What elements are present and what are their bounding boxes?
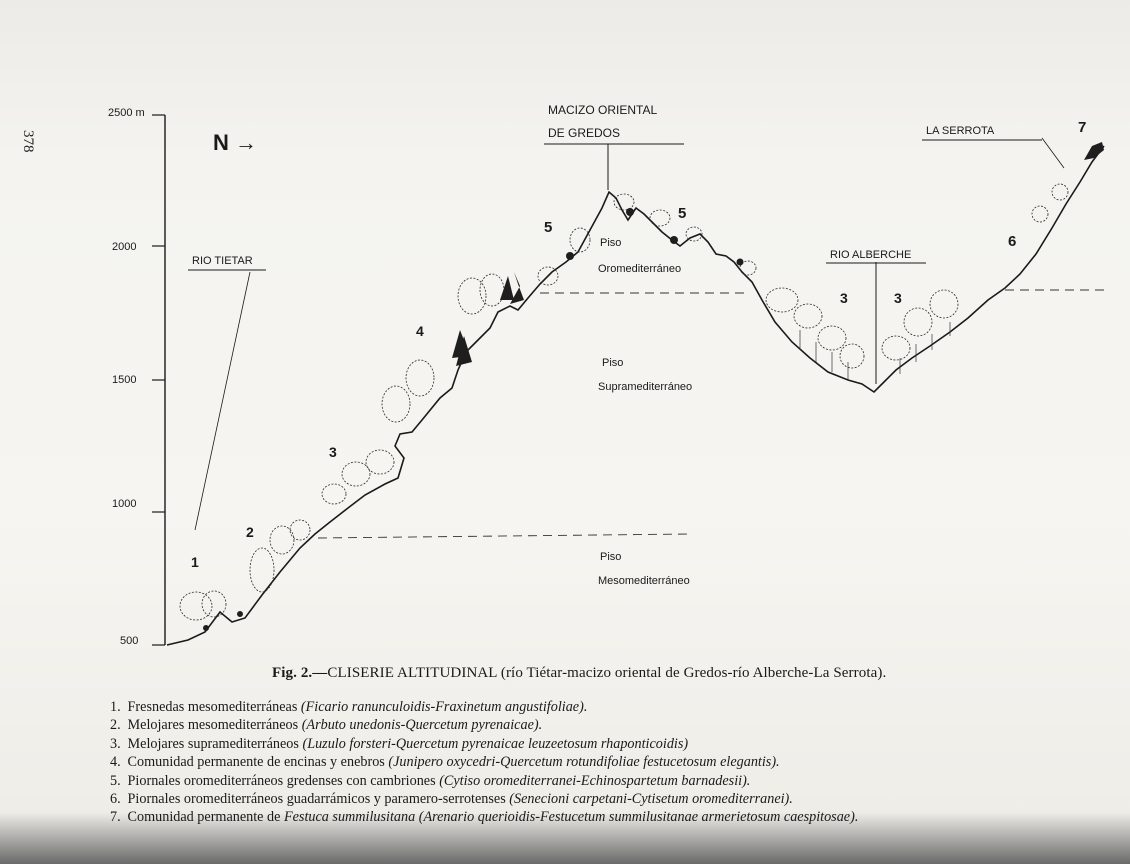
- legend-number: 1.: [110, 699, 121, 715]
- label-macizo-line2: DE GREDOS: [548, 126, 621, 140]
- legend-name: Melojares supramediterráneos: [127, 735, 303, 752]
- leader-rio-tietar: [195, 272, 250, 530]
- zone-meso-line1: Piso: [600, 551, 622, 563]
- legend-latin: (Luzulo forsteri-Quercetum pyrenaicae leuzeetosum rhaponticoidis): [302, 735, 689, 752]
- zone-oro-line2: Oromediterráneo: [598, 263, 682, 275]
- label-macizo-line1: MACIZO ORIENTAL: [548, 103, 658, 117]
- supra-meso-boundary: [318, 534, 690, 538]
- legend-number: 2.: [110, 717, 121, 734]
- leader-la-serrota: [1042, 138, 1064, 168]
- label-rio-alberche: RIO ALBERCHE: [830, 249, 912, 261]
- y-tick-label-1000: 1000: [112, 498, 137, 510]
- community-number-3-valley-right: 3: [894, 290, 902, 306]
- valley-hatching: [800, 322, 950, 380]
- page-number: 378: [20, 130, 36, 153]
- legend-item: [110, 716, 1070, 734]
- y-tick-label-500: 500: [120, 635, 139, 647]
- legend-item: [110, 790, 1070, 808]
- y-tick-label-1500: 1500: [112, 374, 137, 386]
- community-number-3-left: 3: [329, 444, 337, 460]
- community-number-7: 7: [1078, 119, 1087, 136]
- community-number-5-right: 5: [678, 205, 687, 222]
- legend-item: [110, 808, 1070, 826]
- legend-number: 4.: [110, 754, 121, 771]
- community-number-6: 6: [1008, 233, 1017, 250]
- y-tick-label-2000: 2000: [112, 241, 137, 253]
- legend-name: Piornales oromediterráneos gredenses con cambriones: [127, 772, 440, 789]
- figure-caption: [272, 665, 992, 682]
- legend-name: Melojares mesomediterráneos: [127, 717, 302, 734]
- legend-item: [110, 753, 1070, 771]
- legend-latin: (Cytiso oromediterranei-Echinospartetum barnadesii).: [439, 772, 751, 789]
- zone-oro-line1: Piso: [600, 237, 622, 249]
- legend-name: Piornales oromediterráneos guadarrámicos y paramero-serrotenses: [127, 791, 510, 808]
- community-number-2: 2: [246, 524, 254, 540]
- legend-latin: (Senecioni carpetani-Cytisetum oromediterranei).: [509, 791, 793, 808]
- legend-number: 7.: [110, 809, 121, 826]
- legend-item: [110, 772, 1070, 790]
- label-rio-tietar: RIO TIETAR: [192, 255, 253, 267]
- y-tick-label-2500: 2500 m: [108, 107, 145, 119]
- legend-number: 5.: [110, 772, 121, 789]
- legend-name: Comunidad permanente de: [127, 809, 284, 826]
- legend-latin: (Ficario ranunculoidis-Fraxinetum angustifoliae).: [300, 699, 588, 715]
- community-number-4: 4: [416, 323, 424, 339]
- zone-meso-line2: Mesomediterráneo: [598, 575, 690, 587]
- legend-number: 3.: [110, 735, 121, 752]
- label-la-serrota: LA SERROTA: [926, 125, 995, 137]
- caption-detail: (río Tiétar-macizo oriental de Gredos-río Alberche-La Serrota).: [497, 665, 887, 681]
- caption-figlabel: Fig. 2.—: [272, 665, 328, 681]
- community-number-3-valley-left: 3: [840, 290, 848, 306]
- legend-name: Comunidad permanente de encinas y enebros: [127, 754, 389, 771]
- legend-item: [110, 698, 1070, 716]
- legend-number: 6.: [110, 791, 121, 808]
- caption-title: CLISERIE ALTITUDINAL: [327, 665, 498, 681]
- community-number-1: 1: [191, 554, 199, 570]
- legend-list: [110, 698, 1070, 827]
- legend-item: [110, 735, 1070, 753]
- terrain-profile: [167, 146, 1104, 645]
- north-arrow-label: N →: [213, 130, 257, 155]
- legend-latin: (Junipero oxycedri-Quercetum rotundifoliae festucetosum elegantis).: [388, 754, 780, 771]
- legend-latin: (Arbuto unedonis-Quercetum pyrenaicae).: [301, 717, 543, 734]
- vegetation-foliage: [180, 184, 1068, 620]
- legend-name: Fresnedas mesomediterráneas: [127, 699, 301, 715]
- community-number-5-left: 5: [544, 219, 553, 236]
- zone-supra-line2: Supramediterráneo: [598, 381, 693, 393]
- legend-latin: Festuca summilusitana (Arenario querioidis-Festucetum summilusitanae armerietosum caespitosae).: [283, 809, 859, 826]
- zone-supra-line1: Piso: [602, 357, 624, 369]
